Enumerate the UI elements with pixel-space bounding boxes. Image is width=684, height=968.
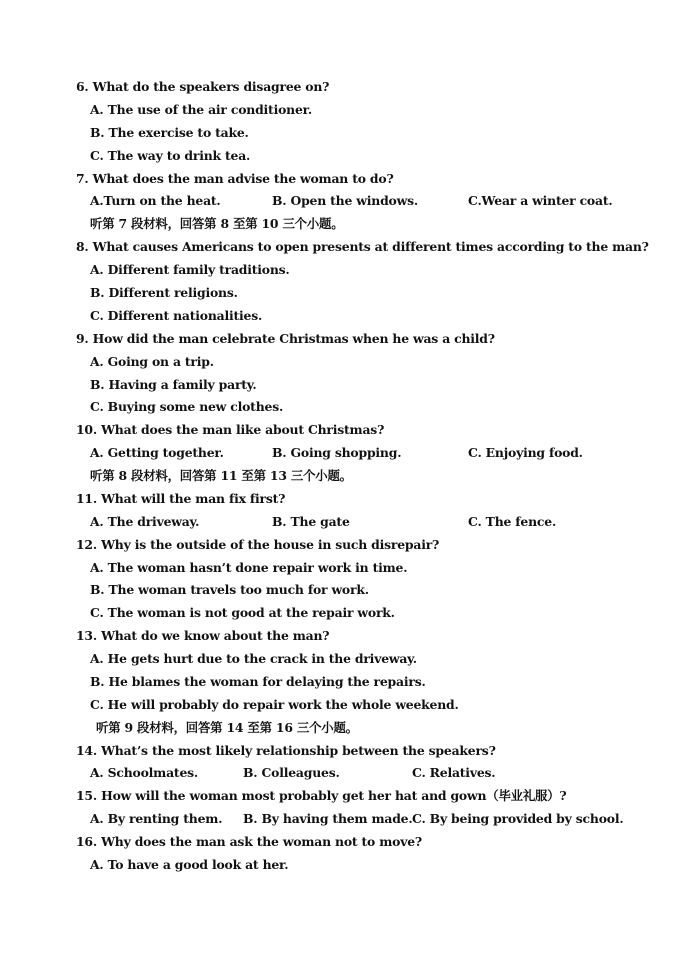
option-11a: A. The driveway. [90,514,200,529]
option-10c: C. Enjoying food. [468,445,583,460]
option-8b: B. Different religions. [90,285,238,300]
question-14: 14. What’s the most likely relationship between the speakers? [76,743,496,758]
question-16: 16. Why does the man ask the woman not to move? [76,834,422,849]
question-7: 7. What does the man advise the woman to do? [76,171,394,186]
option-6a: A. The use of the air conditioner. [90,102,312,117]
question-9: 9. How did the man celebrate Christmas when he was a child? [76,331,495,346]
option-11b: B. The gate [272,514,350,529]
option-15b: B. By having them made. [243,811,413,826]
option-13b: B. He blames the woman for delaying the repairs. [90,674,426,689]
option-7b: B. Open the windows. [272,193,418,208]
option-14c: C. Relatives. [412,765,496,780]
option-9a: A. Going on a trip. [90,354,214,369]
option-6b: B. The exercise to take. [90,125,249,140]
option-12a: A. The woman hasn’t done repair work in time. [90,560,408,575]
question-8: 8. What causes Americans to open presents at different times according to the man? [76,239,649,254]
option-13a: A. He gets hurt due to the crack in the driveway. [90,651,417,666]
question-6: 6. What do the speakers disagree on? [76,79,330,94]
question-13: 13. What do we know about the man? [76,628,330,643]
question-15: 15. How will the woman most probably get her hat and gown（毕业礼服）? [76,788,567,803]
option-6c: C. The way to drink tea. [90,148,251,163]
option-10a: A. Getting together. [90,445,224,460]
option-12c: C. The woman is not good at the repair work. [90,605,395,620]
option-16a: A. To have a good look at her. [90,857,289,872]
option-9b: B. Having a family party. [90,377,257,392]
question-11: 11. What will the man fix first? [76,491,286,506]
section-heading-8: 听第 8 段材料，回答第 11 至第 13 三个小题。 [90,468,352,483]
section-heading-7: 听第 7 段材料，回答第 8 至第 10 三个小题。 [90,216,344,231]
option-9c: C. Buying some new clothes. [90,399,284,414]
option-7a: A.Turn on the heat. [90,193,221,208]
section-heading-9: 听第 9 段材料，回答第 14 至第 16 三个小题。 [96,720,358,735]
option-10b: B. Going shopping. [272,445,402,460]
option-14b: B. Colleagues. [243,765,340,780]
question-10: 10. What does the man like about Christmas? [76,422,385,437]
option-12b: B. The woman travels too much for work. [90,582,369,597]
option-8a: A. Different family traditions. [90,262,290,277]
option-15a: A. By renting them. [90,811,223,826]
option-14a: A. Schoolmates. [90,765,199,780]
option-11c: C. The fence. [468,514,557,529]
option-7c: C.Wear a winter coat. [468,193,613,208]
option-8c: C. Different nationalities. [90,308,263,323]
option-15c: C. By being provided by school. [412,811,624,826]
option-13c: C. He will probably do repair work the whole weekend. [90,697,459,712]
question-12: 12. Why is the outside of the house in such disrepair? [76,537,440,552]
